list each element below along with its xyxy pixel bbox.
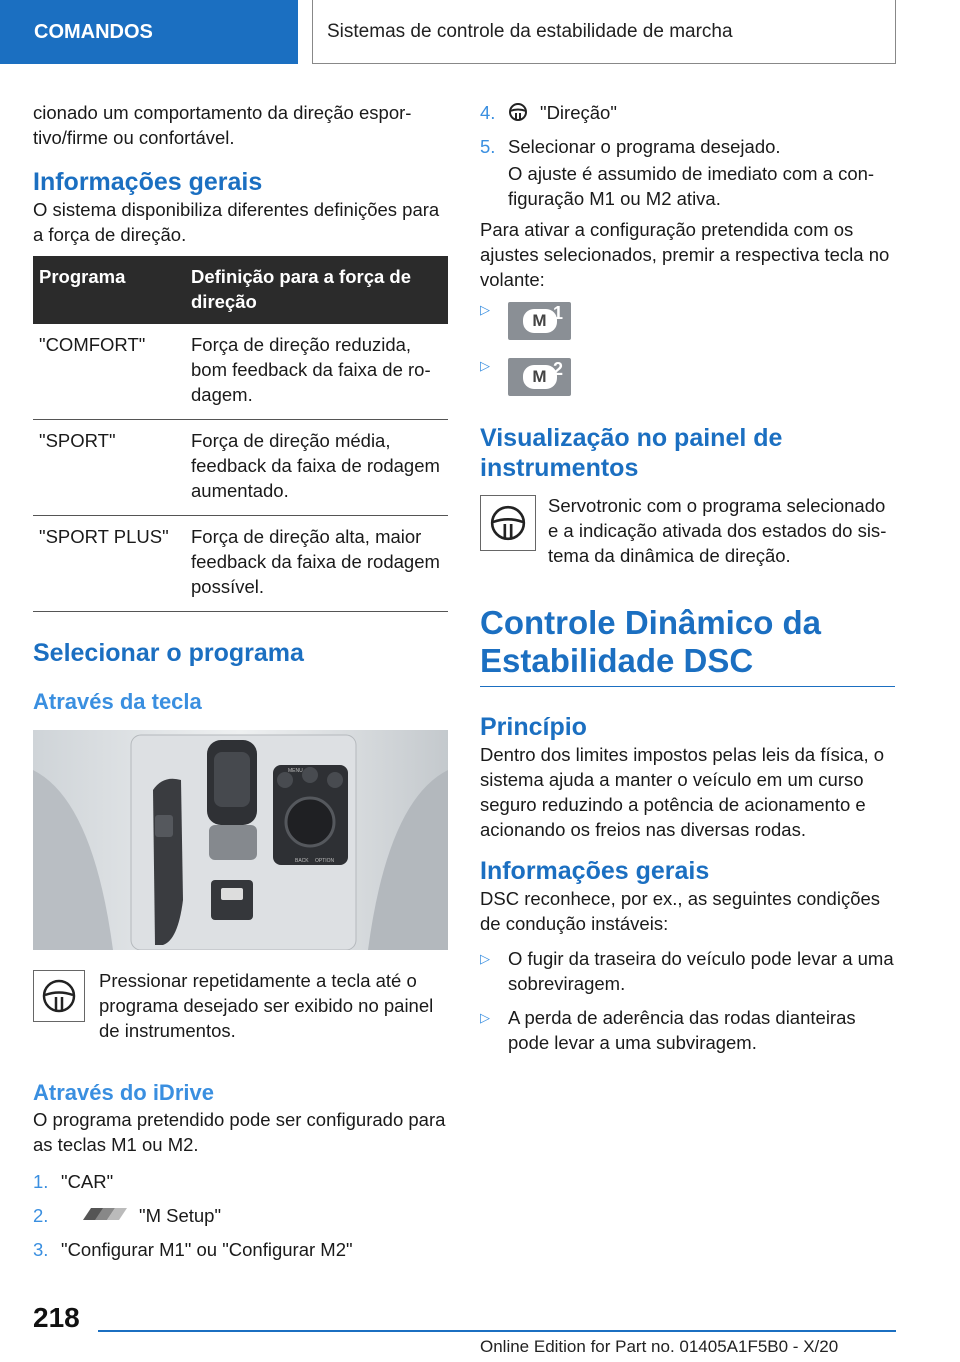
steering-table [33, 256, 448, 612]
display-info [480, 493, 896, 568]
table-row [33, 516, 448, 612]
step-text: "M Setup" [139, 1205, 222, 1226]
table-header-definition: Definição para a força de direção [185, 256, 448, 324]
idrive-heading: Através do iDrive [33, 1080, 214, 1105]
step-text: "Direção" [540, 102, 617, 123]
table-row [33, 324, 448, 420]
table-cell-definition: Força de direção reduzida, bom feedback da faixa de rodagem. [185, 324, 448, 420]
dsc-heading: Controle Dinâmico da Estabilidade DSC [480, 604, 822, 679]
center-console-photo [33, 730, 448, 950]
m1-row [480, 302, 896, 344]
triangle-bullet-icon: ▷ [480, 302, 490, 317]
photo-label-menu: MENU [288, 768, 303, 774]
step-text: "CAR" [61, 1171, 114, 1192]
step-number: 1. [33, 1171, 49, 1192]
table-cell-program: "COMFORT" [33, 324, 185, 420]
table-row [33, 420, 448, 516]
info-heading: Informações gerais [33, 168, 263, 196]
idrive-text: O programa pretendido pode ser configurado para as teclas M1 ou M2. [33, 1109, 446, 1155]
step-text: "Configurar M1" ou "Configurar M2" [61, 1239, 353, 1260]
photo-label-back: BACK [295, 858, 309, 864]
m2-row [480, 358, 896, 400]
servotronic-indicator-icon [480, 495, 536, 551]
m1-button-number: 1 [552, 303, 563, 323]
m-stripes-icon [75, 1203, 129, 1228]
principle-heading: Princípio [480, 713, 587, 741]
general-info-text: DSC reconhece, por ex., as seguintes condições de condução instáveis: [480, 888, 881, 934]
step-text: Selecionar o programa desejado. [508, 136, 781, 157]
press-instruction [33, 968, 449, 1043]
triangle-bullet-icon: ▷ [480, 1010, 490, 1025]
select-program-heading: Selecionar o programa [33, 639, 304, 667]
m2-button [508, 358, 571, 396]
triangle-bullet-icon: ▷ [480, 951, 490, 966]
table-header-program: Programa [33, 256, 185, 324]
list-item [480, 134, 896, 159]
step5-note: O ajuste é assumido de imediato com a configuração M1 ou M2 ativa. [508, 163, 875, 209]
left-column [33, 100, 449, 1271]
right-column [480, 100, 896, 1064]
footer-rule [98, 1330, 896, 1332]
step-number: 5. [480, 136, 496, 157]
principle-text: Dentro dos limites impostos pelas leis da física, o sistema ajuda a manter o veículo em um curso seguro reduzindo a potência de acionamento e acionando os freios nas diversas rodas. [480, 744, 885, 840]
list-item [33, 1169, 449, 1194]
idrive-steps [33, 1169, 449, 1262]
idrive-steps-continued [480, 100, 896, 159]
list-item [33, 1203, 449, 1228]
bullet-text: A perda de aderência das rodas dianteiras pode levar a uma subviragem. [508, 1007, 856, 1053]
list-item [480, 1005, 896, 1055]
triangle-bullet-icon: ▷ [480, 358, 490, 373]
photo-label-option: OPTION [315, 858, 335, 864]
footer-edition: Online Edition for Part no. 01405A1F5B0 - X/20 [480, 1337, 839, 1356]
display-text: Servotronic com o programa selecionado e a indicação ativada dos estados do sistema da dinâmica de direção. [548, 495, 887, 566]
activate-text: Para ativar a configuração pretendida com os ajustes selecionados, premir a respectiva tecla no volante: [480, 219, 890, 290]
steering-mode-button-icon [33, 970, 85, 1022]
m2-button-number: 2 [552, 359, 563, 379]
list-item [480, 946, 896, 996]
intro-text: cionado um comportamento da direção esportivo/firme ou confortável. [33, 102, 412, 148]
list-item [480, 100, 896, 125]
m1-button-label: M [523, 309, 557, 333]
m2-button-label: M [523, 365, 557, 389]
step-number: 4. [480, 102, 496, 123]
table-cell-program: "SPORT PLUS" [33, 516, 185, 612]
chapter-title: Sistemas de controle da estabilidade de marcha [312, 0, 896, 64]
general-info-heading: Informações gerais [480, 857, 710, 885]
table-cell-program: "SPORT" [33, 420, 185, 516]
bullet-text: O fugir da traseira do veículo pode levar a uma sobreviragem. [508, 948, 894, 994]
press-text: Pressionar repetidamente a tecla até o programa desejado ser exibido no painel de instrumentos. [99, 970, 434, 1041]
page-number: 218 [33, 1302, 80, 1333]
dsc-conditions-list [480, 946, 896, 1055]
key-heading: Através da tecla [33, 689, 202, 714]
steering-wheel-icon [508, 100, 532, 125]
step-number: 3. [33, 1239, 49, 1260]
display-heading: Visualização no painel de instrumentos [480, 424, 783, 482]
list-item [33, 1237, 449, 1262]
table-cell-definition: Força de direção alta, maior feedback da faixa de rodagem possível. [185, 516, 448, 612]
step-number: 2. [33, 1205, 49, 1226]
table-cell-definition: Força de direção média, feedback da faixa de rodagem aumentado. [185, 420, 448, 516]
info-text: O sistema disponibiliza diferentes definições para a força de direção. [33, 199, 440, 245]
m1-button [508, 302, 571, 340]
section-tab: COMANDOS [0, 0, 298, 64]
